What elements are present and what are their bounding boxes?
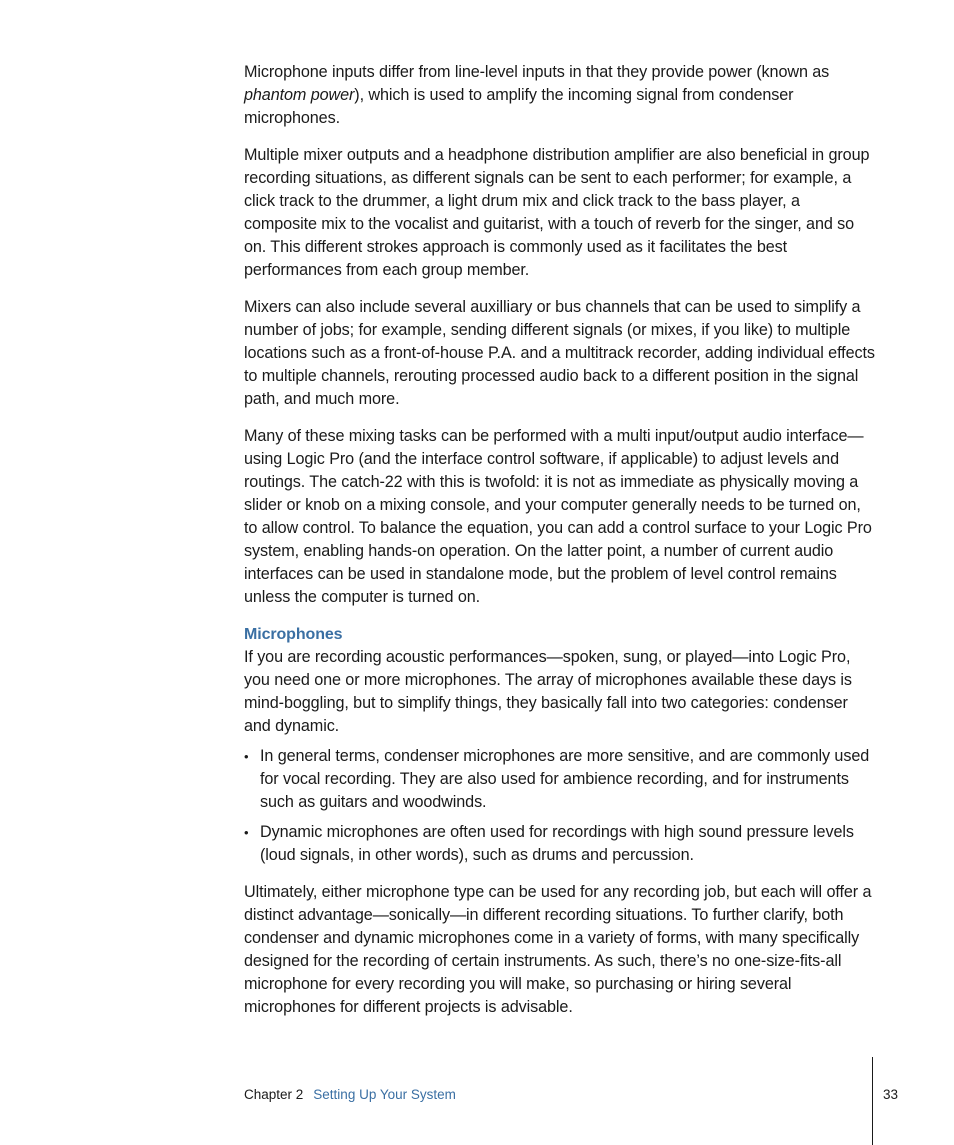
footer-divider: [872, 1057, 873, 1145]
page-footer: [244, 1086, 456, 1104]
page-body: [244, 61, 876, 1033]
section-heading-microphones: Microphones: [244, 626, 343, 643]
list-item-text: Dynamic microphones are often used for recordings with high sound pressure levels (loud signals, in other words), such as drums and percussion.: [260, 823, 854, 864]
footer-chapter-label: Chapter 2: [244, 1087, 304, 1102]
paragraph-phantom-power: [244, 61, 876, 130]
bullet-icon: •: [244, 749, 249, 764]
paragraph-microphone-types: Ultimately, either microphone type can be used for any recording job, but each will offer a distinct advantage—sonically—in different recording situations. To further clarify, both condenser and dynamic microphones come in a variety of forms, with many specifically designed for the recording of certain instruments. As such, there’s no one-size-fits-all microphone for every recording you will make, so purchasing or hiring several microphones for different projects is advisable.: [244, 883, 872, 1016]
paragraph-aux-channels: Mixers can also include several auxilliary or bus channels that can be used to simplify a number of jobs; for example, sending different signals (or mixes, if you like) to multiple locations such as a front-of-house P.A. and a multitrack recorder, adding individual effects to multiple channels, rerouting processed audio back to a different position in the signal path, and much more.: [244, 298, 875, 408]
emphasis-phantom-power: phantom power: [244, 86, 355, 104]
paragraph-text: ), which is used to amplify the incoming signal from condenser microphones.: [244, 86, 794, 127]
list-item-text: In general terms, condenser microphones are more sensitive, and are commonly used for vocal recording. They are also used for ambience recording, and for instruments such as guitars and woodwinds.: [260, 747, 870, 811]
bullet-list: [244, 745, 876, 867]
paragraph-text: Microphone inputs differ from line-level inputs in that they provide power (known as: [244, 63, 830, 81]
paragraph-mixing-tasks: Many of these mixing tasks can be performed with a multi input/output audio interface—using Logic Pro (and the interface control software, if applicable) to adjust levels and routings. The catch-22 with this is twofold: it is not as immediate as physically moving a slider or knob on a mixing console, and your computer generally needs to be turned on, to allow control. To balance the equation, you can add a control surface to your Logic Pro system, enabling hands-on operation. On the latter point, a number of current audio interfaces can be used in standalone mode, but the problem of level control remains unless the computer is turned on.: [244, 427, 872, 606]
list-item: [244, 821, 876, 867]
list-item: [244, 745, 876, 814]
paragraph-mixer-outputs: Multiple mixer outputs and a headphone distribution amplifier are also beneficial in group recording situations, as different signals can be sent to each performer; for example, a click track to the drummer, a light drum mix and click track to the bass player, a composite mix to the vocalist and guitarist, with a touch of reverb for the singer, and so on. This different strokes approach is commonly used as it facilitates the best performances from each group member.: [244, 146, 870, 279]
footer-chapter-title: Setting Up Your System: [313, 1087, 456, 1102]
paragraph-microphones-intro: If you are recording acoustic performances—spoken, sung, or played—into Logic Pro, you need one or more microphones. The array of microphones available these days is mind-boggling, but to simplify things, they basically fall into two categories: condenser and dynamic.: [244, 648, 852, 735]
page-number: 33: [883, 1087, 899, 1102]
bullet-icon: •: [244, 825, 249, 840]
